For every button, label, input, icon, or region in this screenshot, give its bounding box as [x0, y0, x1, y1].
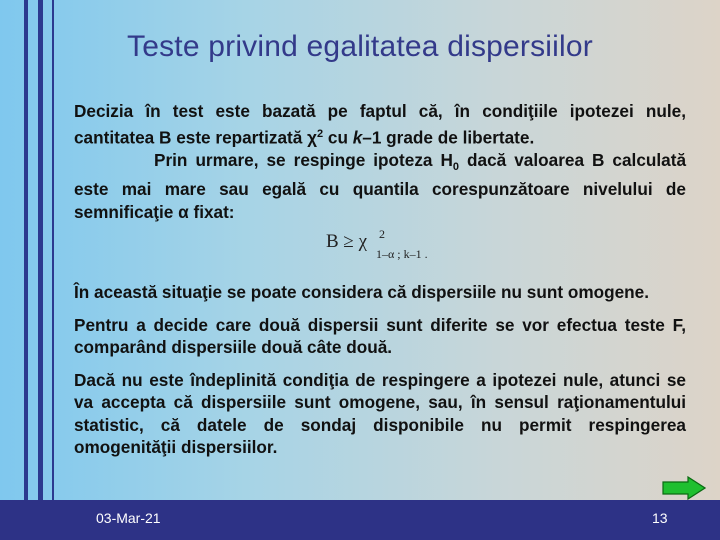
text: dacă valoarea B calculată este mai mare sau egală cu quantila corespunzătoare nivelului de semnificaţie α fixat: — [74, 149, 687, 222]
text: Decizia în test este bazată pe faptul că, în condiţiile ipotezei nule, cantitatea B este repartizată χ — [74, 101, 686, 148]
paragraph-f-tests: Pentru a decide care două dispersii sunt diferite se vor efectua teste F, comparând dispersiile două câte două. — [74, 314, 686, 358]
subscript: 0 — [452, 160, 460, 173]
next-arrow-icon[interactable] — [662, 476, 706, 500]
text: cu — [323, 127, 353, 148]
page-number: 13 — [652, 510, 668, 526]
slide-title: Teste privind egalitatea dispersiilor — [127, 30, 593, 63]
footer — [0, 500, 720, 540]
paragraph-nonhomogeneous: În această situaţie se poate considera că dispersiile nu sunt omogene. — [74, 282, 650, 303]
text: –1 grade de libertate. — [362, 127, 535, 148]
decor-bar — [38, 0, 43, 500]
paragraph-reject — [74, 149, 686, 224]
text: k — [352, 127, 363, 148]
footer-date: 03-Mar-21 — [96, 510, 161, 526]
formula — [74, 223, 686, 267]
paragraph-homogeneous: Dacă nu este îndeplinită condiţia de respingere a ipotezei nule, atunci se va accepta că dispersiile sunt omogene, sau, în sensul raţionamentului statistic, că datele de sondaj disponibile nu permit respingerea omogenităţii dispersiilor. — [74, 369, 686, 458]
paragraph-decision — [74, 100, 686, 149]
slide-body — [74, 100, 686, 459]
formula-main: B ≥ χ — [326, 231, 368, 253]
decor-bar — [24, 0, 28, 500]
decor-bar — [52, 0, 54, 500]
superscript: 2 — [316, 127, 324, 140]
formula-superscript: 2 — [379, 227, 385, 242]
text: Prin urmare, se respinge ipoteza H — [154, 149, 453, 170]
formula-subscript: 1–α ; k–1 . — [376, 247, 428, 262]
